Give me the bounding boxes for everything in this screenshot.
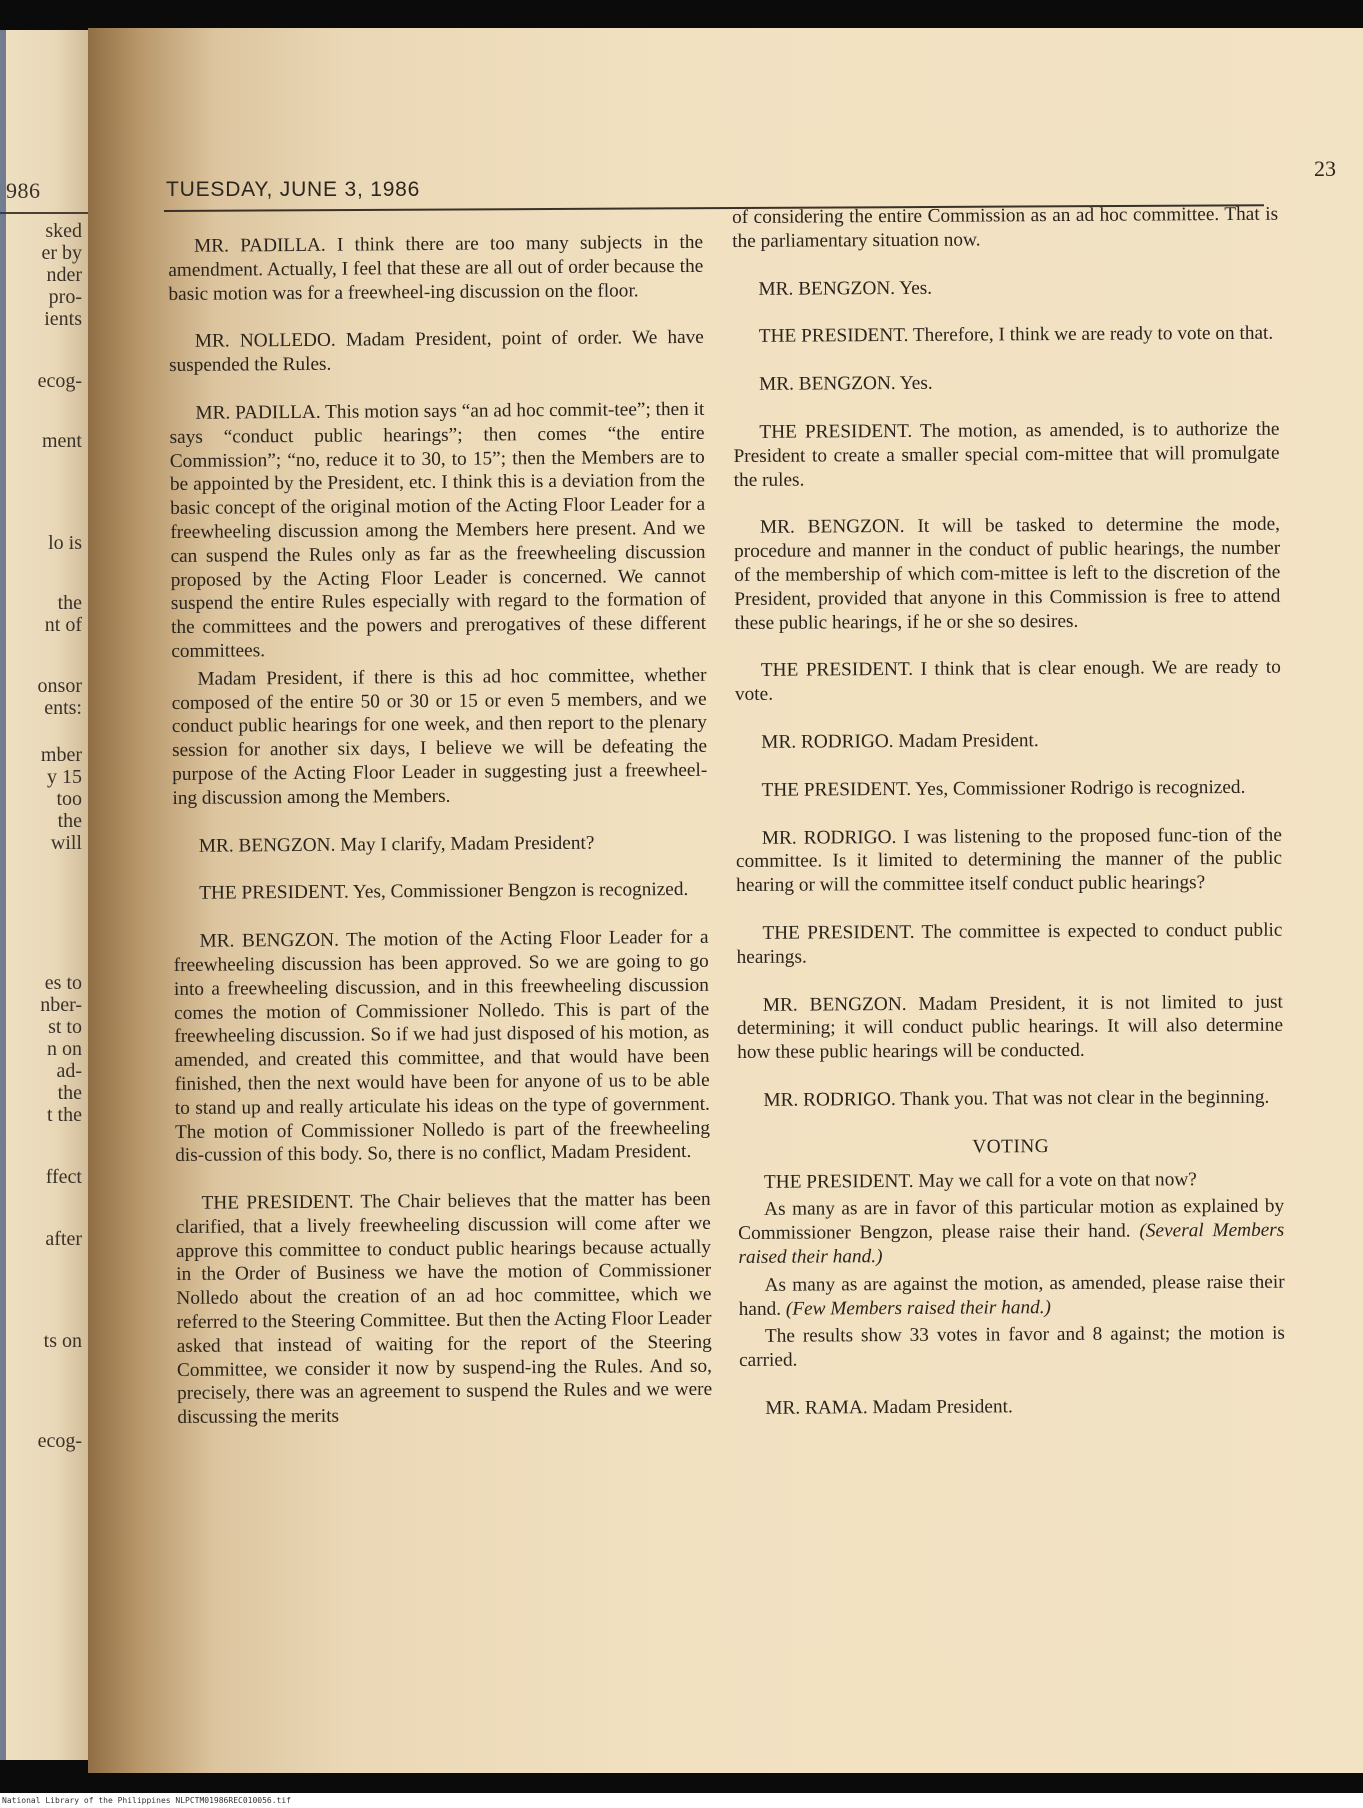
speech-paragraph: THE PRESIDENT. Therefore, I think we are ready to vote on that. bbox=[758, 323, 1274, 348]
book-binding bbox=[0, 30, 6, 1760]
previous-page-fragment: the bbox=[57, 1082, 82, 1104]
previous-page-fragment: ecog- bbox=[37, 1430, 82, 1452]
speech-paragraph: MR. BENGZON. Madam President, it is not limited to just determining; it will conduct public hearings. It will also determine how these public hearings will be conducted. bbox=[736, 991, 1284, 1064]
previous-page-fragment: es to bbox=[44, 972, 82, 994]
paragraph-text: As many as are in favor of this particular motion as explained by Commissioner Bengzon, please raise their hand. bbox=[738, 1195, 1285, 1245]
previous-page-fragment: will bbox=[50, 832, 82, 854]
speech-paragraph: THE PRESIDENT. I think that is clear enough. We are ready to vote. bbox=[734, 657, 1281, 706]
previous-page-fragment: y 15 bbox=[47, 766, 82, 788]
speech-paragraph: of considering the entire Commission as an ad hoc committee. That is the parliamentary situation now. bbox=[732, 203, 1279, 252]
previous-page-fragment: lo is bbox=[48, 532, 82, 554]
previous-page-fragment: onsor bbox=[37, 675, 82, 697]
speech-paragraph bbox=[739, 1270, 1285, 1321]
header-date: TUESDAY, JUNE 3, 1986 bbox=[166, 178, 421, 201]
previous-page-fragment: er by bbox=[41, 242, 82, 264]
previous-page-fragment: after bbox=[45, 1228, 82, 1250]
previous-page-fragment: ffect bbox=[45, 1166, 82, 1188]
previous-page-fragment: pro- bbox=[48, 286, 82, 308]
speech-paragraph: MR. PADILLA. This motion says “an ad hoc commit-tee”; then it says “conduct public hearings”; then comes “the entire Commission”; “no, reduce it to 30, to 15”; then the Members are to be appointed by the President, etc. I think this is a deviation from the basic concept of the original motion of the Acting Floor Leader for a freewheeling discussion among the Members here present. And we can suspend the Rules only as far as the freewheeling discussion proposed by the Acting Floor Leader is concerned. We cannot suspend the entire Rules especially with regard to the formation of the committees and the powers and prerogatives of these different committees. bbox=[169, 398, 707, 662]
previous-page-header: 986 bbox=[6, 178, 41, 203]
speech-paragraph: MR. BENGZON. Yes. bbox=[758, 277, 933, 300]
speech-paragraph: MR. BENGZON. It will be tasked to determine the mode, procedure and manner in the conduct of public hearings, the number of the membership of which com-mittee is left to the discretion of the President, provided that anyone in this Commission is free to attend these public hearings, if he or she so desires. bbox=[734, 514, 1281, 634]
paragraph-text: As many as are against the motion, as amended, please raise their hand. bbox=[738, 1271, 1285, 1320]
speech-paragraph: MR. BENGZON. Yes. bbox=[759, 372, 933, 396]
previous-page-fragment: ecog- bbox=[37, 370, 82, 392]
speech-paragraph: THE PRESIDENT. The motion, as amended, is to authorize the President to create a smaller special com-mittee that will promulgate the rules. bbox=[733, 418, 1280, 491]
previous-page-fragment: nber- bbox=[40, 994, 82, 1016]
speech-paragraph: THE PRESIDENT. Yes, Commissioner Bengzon is recognized. bbox=[199, 879, 689, 905]
speech-paragraph: MR. RODRIGO. I was listening to the proposed func-tion of the committee. Is it limited to determining the manner of the public hearing or will the committee itself conduct public hearings? bbox=[735, 824, 1283, 897]
speech-paragraph: THE PRESIDENT. The committee is expected to conduct public hearings. bbox=[736, 919, 1283, 968]
stage-direction: (Several Members raised their hand.) bbox=[738, 1219, 1285, 1268]
previous-page-fragment: ts on bbox=[43, 1330, 82, 1352]
journal-page bbox=[88, 28, 1363, 1773]
previous-page-fragment: mber bbox=[40, 744, 82, 766]
speech-paragraph: THE PRESIDENT. The Chair believes that the matter has been clarified, that a lively freewheeling discussion will come after we approve this committee to conduct public hearings because actually in the Order of Business we have the motion of Commissioner Nolledo about the creation of an ad hoc committee, which we referred to the Steering Committee. But then the Acting Floor Leader asked that instead of waiting for the report of the Steering Committee, we consider it now by suspend-ing the Rules. And so, precisely, there was an agreement to suspend the Rules and we were discussing the merits bbox=[175, 1188, 713, 1429]
previous-page-fragment: st to bbox=[48, 1016, 82, 1038]
page-number: 23 bbox=[1314, 156, 1336, 181]
speech-paragraph bbox=[738, 1195, 1284, 1270]
previous-page-fragment: nt of bbox=[44, 614, 82, 636]
speech-paragraph: MR. PADILLA. I think there are too many subjects in the amendment. Actually, I feel that these are all out of order because the basic motion was for a freewheel-ing discussion on the floor. bbox=[168, 231, 704, 305]
previous-page-fragment: ad- bbox=[56, 1060, 82, 1082]
scan-caption: National Library of the Philippines NLPCTM01986REC010056.tif bbox=[2, 1796, 291, 1805]
left-column bbox=[168, 231, 713, 1454]
page-header bbox=[166, 148, 1346, 208]
speech-paragraph: MR. RODRIGO. Madam President. bbox=[761, 730, 1039, 753]
previous-page-fragment: nder bbox=[46, 264, 82, 286]
speech-paragraph: THE PRESIDENT. Yes, Commissioner Rodrigo is recognized. bbox=[761, 776, 1246, 801]
speech-paragraph: MR. NOLLEDO. Madam President, point of order. We have suspended the Rules. bbox=[168, 327, 704, 377]
section-heading: VOTING bbox=[972, 1135, 1050, 1158]
previous-page-fragment: ients bbox=[44, 308, 82, 330]
previous-page-fragment: too bbox=[56, 788, 82, 810]
previous-page-fragment: ment bbox=[42, 430, 82, 452]
speech-paragraph: MR. BENGZON. The motion of the Acting Floor Leader for a freewheeling discussion has been approved. So we are going to go into a freewheeling discussion, and in this freewheeling discussion comes the motion of Commissioner Nolledo. This is part of the freewheeling discussion. So if we had just disposed of his motion, as amended, and created this committee, and that would have been finished, then the next would have been for anyone of us to be able to stand up and really articulate his ideas on the type of government. The motion of Commissioner Nolledo is part of the freewheeling dis-cussion of this body. So, there is no conflict, Madam President. bbox=[173, 926, 711, 1167]
previous-page-fragment: the bbox=[57, 810, 82, 832]
stage-direction: (Few Members raised their hand.) bbox=[785, 1296, 1052, 1320]
speech-paragraph: The results show 33 votes in favor and 8 against; the motion is carried. bbox=[738, 1322, 1285, 1372]
speech-paragraph: Madam President, if there is this ad hoc committee, whether composed of the entire 50 or 30 or 15 or even 5 members, and we conduct public hearings for one week, and then report to the plenary session for another six days, I believe we will be defeating the purpose of the Acting Floor Leader in suggesting just a freewheel-ing discussion among the Members. bbox=[171, 664, 708, 809]
previous-page-fragment: n on bbox=[47, 1038, 82, 1060]
previous-page-fragment: t the bbox=[47, 1104, 82, 1126]
previous-page-edge bbox=[0, 30, 92, 1760]
previous-page-fragment: sked bbox=[45, 220, 82, 242]
speech-paragraph: MR. RAMA. Madam President. bbox=[765, 1396, 1013, 1419]
speech-paragraph: THE PRESIDENT. May we call for a vote on that now? bbox=[763, 1168, 1197, 1193]
previous-page-fragment: the bbox=[57, 592, 82, 614]
right-column bbox=[732, 203, 1286, 1445]
speech-paragraph: MR. BENGZON. May I clarify, Madam President? bbox=[198, 832, 595, 857]
previous-page-fragment: ents: bbox=[44, 697, 82, 719]
speech-paragraph: MR. RODRIGO. Thank you. That was not clear in the beginning. bbox=[763, 1086, 1270, 1111]
previous-page-rule bbox=[0, 212, 88, 214]
